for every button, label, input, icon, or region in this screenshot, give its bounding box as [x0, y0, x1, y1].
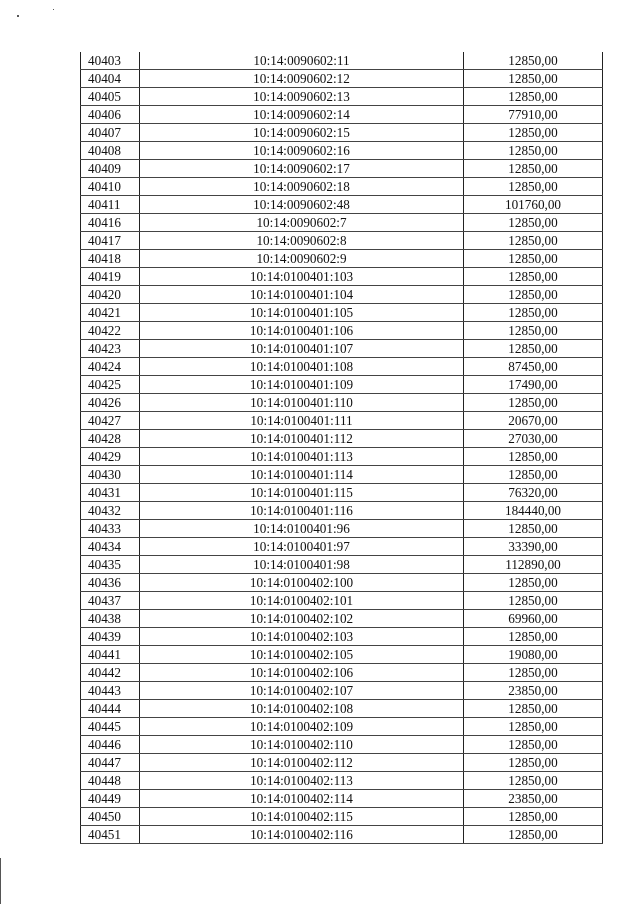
cadastral-number-cell: 10:14:0100401:114 — [140, 466, 464, 484]
cadastral-number-cell: 10:14:0090602:15 — [140, 124, 464, 142]
row-id-cell: 40436 — [81, 574, 140, 592]
table-row — [81, 88, 603, 106]
table-row — [81, 160, 603, 178]
value-cell: 27030,00 — [464, 430, 603, 448]
value-cell: 33390,00 — [464, 538, 603, 556]
table-row — [81, 466, 603, 484]
cadastral-number-cell: 10:14:0090602:16 — [140, 142, 464, 160]
value-cell: 12850,00 — [464, 520, 603, 538]
value-cell: 12850,00 — [464, 214, 603, 232]
value-cell: 12850,00 — [464, 142, 603, 160]
table-row — [81, 772, 603, 790]
value-cell: 12850,00 — [464, 340, 603, 358]
row-id-cell: 40451 — [81, 826, 140, 844]
cadastral-number-cell: 10:14:0100402:103 — [140, 628, 464, 646]
table-row — [81, 754, 603, 772]
row-id-cell: 40419 — [81, 268, 140, 286]
value-cell: 12850,00 — [464, 70, 603, 88]
row-id-cell: 40433 — [81, 520, 140, 538]
cadastral-number-cell: 10:14:0100401:116 — [140, 502, 464, 520]
table-row — [81, 286, 603, 304]
row-id-cell: 40448 — [81, 772, 140, 790]
value-cell: 12850,00 — [464, 268, 603, 286]
cadastral-number-cell: 10:14:0100402:101 — [140, 592, 464, 610]
row-id-cell: 40439 — [81, 628, 140, 646]
table-row — [81, 628, 603, 646]
row-id-cell: 40410 — [81, 178, 140, 196]
row-id-cell: 40418 — [81, 250, 140, 268]
table-row — [81, 394, 603, 412]
cadastral-number-cell: 10:14:0100402:100 — [140, 574, 464, 592]
value-cell: 12850,00 — [464, 250, 603, 268]
row-id-cell: 40422 — [81, 322, 140, 340]
row-id-cell: 40425 — [81, 376, 140, 394]
cadastral-number-cell: 10:14:0090602:11 — [140, 52, 464, 70]
value-cell: 12850,00 — [464, 466, 603, 484]
table-row — [81, 250, 603, 268]
table-row — [81, 592, 603, 610]
row-id-cell: 40416 — [81, 214, 140, 232]
table-row — [81, 52, 603, 70]
cadastral-number-cell: 10:14:0100402:112 — [140, 754, 464, 772]
cadastral-number-cell: 10:14:0100402:102 — [140, 610, 464, 628]
value-cell: 12850,00 — [464, 628, 603, 646]
row-id-cell: 40427 — [81, 412, 140, 430]
value-cell: 76320,00 — [464, 484, 603, 502]
value-cell: 17490,00 — [464, 376, 603, 394]
value-cell: 20670,00 — [464, 412, 603, 430]
cadastral-number-cell: 10:14:0100401:109 — [140, 376, 464, 394]
row-id-cell: 40434 — [81, 538, 140, 556]
value-cell: 87450,00 — [464, 358, 603, 376]
row-id-cell: 40421 — [81, 304, 140, 322]
value-cell: 23850,00 — [464, 682, 603, 700]
value-cell: 12850,00 — [464, 700, 603, 718]
value-cell: 12850,00 — [464, 826, 603, 844]
value-cell: 112890,00 — [464, 556, 603, 574]
row-id-cell: 40407 — [81, 124, 140, 142]
row-id-cell: 40444 — [81, 700, 140, 718]
value-cell: 12850,00 — [464, 754, 603, 772]
value-cell: 12850,00 — [464, 52, 603, 70]
cadastral-number-cell: 10:14:0090602:14 — [140, 106, 464, 124]
table-row — [81, 664, 603, 682]
cadastral-number-cell: 10:14:0100401:103 — [140, 268, 464, 286]
cadastral-number-cell: 10:14:0100402:105 — [140, 646, 464, 664]
value-cell: 12850,00 — [464, 124, 603, 142]
cadastral-number-cell: 10:14:0100402:109 — [140, 718, 464, 736]
table-row — [81, 790, 603, 808]
value-cell: 12850,00 — [464, 718, 603, 736]
row-id-cell: 40404 — [81, 70, 140, 88]
table-row — [81, 556, 603, 574]
value-cell: 77910,00 — [464, 106, 603, 124]
row-id-cell: 40429 — [81, 448, 140, 466]
cadastral-number-cell: 10:14:0090602:48 — [140, 196, 464, 214]
cadastral-number-cell: 10:14:0100402:106 — [140, 664, 464, 682]
table-row — [81, 358, 603, 376]
row-id-cell: 40441 — [81, 646, 140, 664]
table-row — [81, 412, 603, 430]
value-cell: 12850,00 — [464, 286, 603, 304]
table-row — [81, 574, 603, 592]
value-cell: 12850,00 — [464, 664, 603, 682]
row-id-cell: 40445 — [81, 718, 140, 736]
table-row — [81, 304, 603, 322]
row-id-cell: 40424 — [81, 358, 140, 376]
table-row — [81, 538, 603, 556]
table-row — [81, 448, 603, 466]
scan-speck — [17, 15, 19, 17]
table-row — [81, 70, 603, 88]
value-cell: 12850,00 — [464, 160, 603, 178]
cadastral-number-cell: 10:14:0090602:18 — [140, 178, 464, 196]
cadastral-number-cell: 10:14:0100401:106 — [140, 322, 464, 340]
row-id-cell: 40430 — [81, 466, 140, 484]
cadastral-value-table — [80, 52, 603, 844]
scan-speck — [53, 9, 54, 10]
row-id-cell: 40411 — [81, 196, 140, 214]
table-row — [81, 376, 603, 394]
cadastral-number-cell: 10:14:0090602:17 — [140, 160, 464, 178]
row-id-cell: 40408 — [81, 142, 140, 160]
cadastral-number-cell: 10:14:0100401:111 — [140, 412, 464, 430]
row-id-cell: 40428 — [81, 430, 140, 448]
table-row — [81, 142, 603, 160]
cadastral-number-cell: 10:14:0090602:7 — [140, 214, 464, 232]
cadastral-number-cell: 10:14:0100401:110 — [140, 394, 464, 412]
table-row — [81, 430, 603, 448]
table-row — [81, 826, 603, 844]
table-row — [81, 124, 603, 142]
value-cell: 184440,00 — [464, 502, 603, 520]
table-row — [81, 106, 603, 124]
table-row — [81, 646, 603, 664]
cadastral-number-cell: 10:14:0100401:108 — [140, 358, 464, 376]
row-id-cell: 40417 — [81, 232, 140, 250]
table-row — [81, 520, 603, 538]
table-row — [81, 808, 603, 826]
cadastral-number-cell: 10:14:0090602:8 — [140, 232, 464, 250]
value-cell: 12850,00 — [464, 736, 603, 754]
cadastral-number-cell: 10:14:0100402:107 — [140, 682, 464, 700]
table-row — [81, 736, 603, 754]
value-cell: 101760,00 — [464, 196, 603, 214]
cadastral-number-cell: 10:14:0100402:113 — [140, 772, 464, 790]
table-row — [81, 718, 603, 736]
row-id-cell: 40435 — [81, 556, 140, 574]
row-id-cell: 40405 — [81, 88, 140, 106]
value-cell: 19080,00 — [464, 646, 603, 664]
value-cell: 69960,00 — [464, 610, 603, 628]
row-id-cell: 40447 — [81, 754, 140, 772]
value-cell: 12850,00 — [464, 574, 603, 592]
value-cell: 12850,00 — [464, 304, 603, 322]
scan-edge-mark — [0, 858, 1, 904]
value-cell: 12850,00 — [464, 772, 603, 790]
row-id-cell: 40426 — [81, 394, 140, 412]
row-id-cell: 40442 — [81, 664, 140, 682]
cadastral-number-cell: 10:14:0100401:105 — [140, 304, 464, 322]
cadastral-number-cell: 10:14:0100402:114 — [140, 790, 464, 808]
table-row — [81, 484, 603, 502]
row-id-cell: 40446 — [81, 736, 140, 754]
cadastral-number-cell: 10:14:0100401:97 — [140, 538, 464, 556]
cadastral-number-cell: 10:14:0100402:116 — [140, 826, 464, 844]
table-body — [81, 52, 603, 844]
cadastral-number-cell: 10:14:0090602:13 — [140, 88, 464, 106]
table-row — [81, 214, 603, 232]
row-id-cell: 40438 — [81, 610, 140, 628]
value-cell: 12850,00 — [464, 394, 603, 412]
value-cell: 23850,00 — [464, 790, 603, 808]
table-row — [81, 502, 603, 520]
row-id-cell: 40423 — [81, 340, 140, 358]
cadastral-number-cell: 10:14:0100401:104 — [140, 286, 464, 304]
table-row — [81, 196, 603, 214]
table-row — [81, 322, 603, 340]
cadastral-number-cell: 10:14:0100402:110 — [140, 736, 464, 754]
cadastral-number-cell: 10:14:0100402:115 — [140, 808, 464, 826]
value-cell: 12850,00 — [464, 808, 603, 826]
cadastral-number-cell: 10:14:0100401:96 — [140, 520, 464, 538]
row-id-cell: 40431 — [81, 484, 140, 502]
table-row — [81, 610, 603, 628]
row-id-cell: 40450 — [81, 808, 140, 826]
value-cell: 12850,00 — [464, 322, 603, 340]
cadastral-number-cell: 10:14:0100401:98 — [140, 556, 464, 574]
table-row — [81, 178, 603, 196]
value-cell: 12850,00 — [464, 448, 603, 466]
row-id-cell: 40409 — [81, 160, 140, 178]
table-row — [81, 700, 603, 718]
cadastral-number-cell: 10:14:0100401:115 — [140, 484, 464, 502]
cadastral-number-cell: 10:14:0100401:107 — [140, 340, 464, 358]
value-cell: 12850,00 — [464, 592, 603, 610]
cadastral-number-cell: 10:14:0090602:12 — [140, 70, 464, 88]
cadastral-number-cell: 10:14:0100402:108 — [140, 700, 464, 718]
row-id-cell: 40432 — [81, 502, 140, 520]
value-cell: 12850,00 — [464, 88, 603, 106]
value-cell: 12850,00 — [464, 178, 603, 196]
cadastral-number-cell: 10:14:0090602:9 — [140, 250, 464, 268]
row-id-cell: 40420 — [81, 286, 140, 304]
table-row — [81, 340, 603, 358]
row-id-cell: 40406 — [81, 106, 140, 124]
row-id-cell: 40449 — [81, 790, 140, 808]
row-id-cell: 40437 — [81, 592, 140, 610]
row-id-cell: 40443 — [81, 682, 140, 700]
cadastral-number-cell: 10:14:0100401:112 — [140, 430, 464, 448]
cadastral-number-cell: 10:14:0100401:113 — [140, 448, 464, 466]
row-id-cell: 40403 — [81, 52, 140, 70]
table-row — [81, 232, 603, 250]
table-row — [81, 682, 603, 700]
value-cell: 12850,00 — [464, 232, 603, 250]
table-row — [81, 268, 603, 286]
